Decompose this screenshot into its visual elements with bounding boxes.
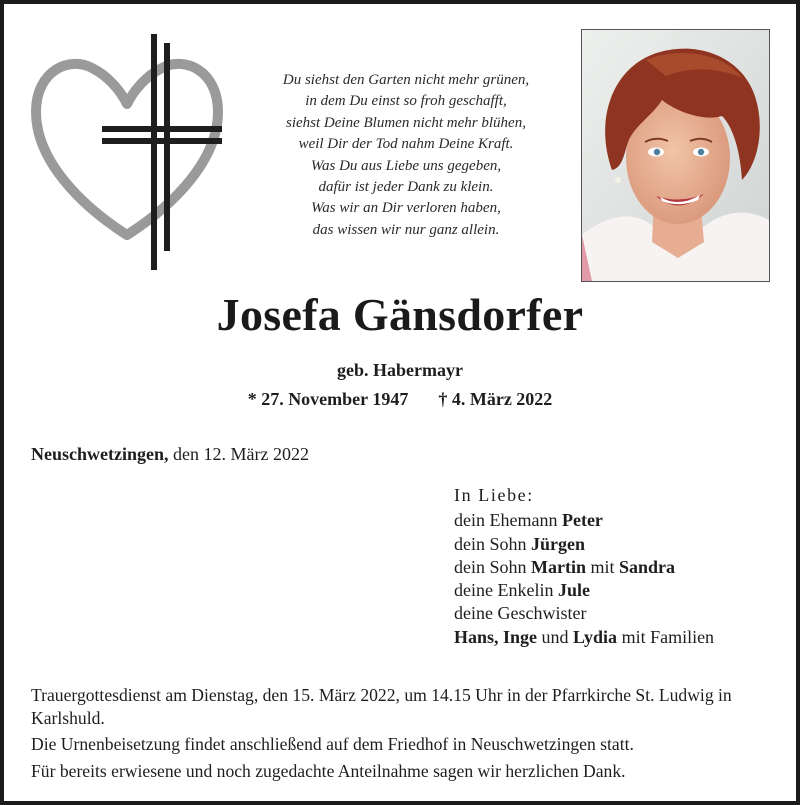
mourners-list xyxy=(454,484,714,649)
poem-line: in dem Du einst so froh geschafft, xyxy=(305,93,507,110)
mourner-line xyxy=(454,533,714,556)
mourner-suffix: mit Familien xyxy=(621,626,715,647)
mourner-relation: deine Enkelin xyxy=(454,580,554,601)
birth-date: * 27. November 1947 xyxy=(247,389,409,409)
poem-line: Was wir an Dir verloren haben, xyxy=(311,200,501,217)
mourner-conjunction: mit xyxy=(590,556,615,577)
mourner-relation: dein Ehemann xyxy=(454,510,558,531)
deceased-name: Josefa Gänsdorfer xyxy=(216,289,584,340)
mourner-name: Peter xyxy=(561,510,603,531)
poem-line: das wissen wir nur ganz allein. xyxy=(312,221,500,238)
notice-date: den 12. März 2022 xyxy=(173,444,309,464)
life-dates xyxy=(4,389,796,410)
mourner-line: deine Geschwister xyxy=(454,603,587,624)
funeral-service-text: Trauergottesdienst am Dienstag, den 15. März 2022, um 14.15 Uhr in der Pfarrkirche St. Ludwig in Karlshuld. xyxy=(31,685,732,729)
mourner-name: Hans, Inge xyxy=(454,626,538,647)
mourner-name: Sandra xyxy=(619,556,676,577)
mourner-line xyxy=(454,579,714,602)
poem-line: Du siehst den Garten nicht mehr grünen, xyxy=(282,72,530,88)
mourner-name: Martin xyxy=(531,556,586,577)
death-date: † 4. März 2022 xyxy=(438,389,553,409)
heart-outline-icon xyxy=(36,64,218,235)
poem-line: Was Du aus Liebe uns gegeben, xyxy=(310,157,502,174)
poem-line: siehst Deine Blumen nicht mehr blühen, xyxy=(286,114,526,131)
place-and-date xyxy=(31,444,309,465)
mourner-name: Jule xyxy=(557,580,590,601)
mourner-conjunction: und xyxy=(541,626,569,647)
memorial-poem xyxy=(226,70,586,241)
service-information xyxy=(31,684,781,783)
thanks-text: Für bereits erwiesene und noch zugedachte Anteilnahme sagen wir herzlichen Dank. xyxy=(31,760,626,781)
urn-burial-text: Die Urnenbeisetzung findet anschließend auf dem Friedhof in Neuschwetzingen statt. xyxy=(31,734,634,755)
poem-line: dafür ist jeder Dank zu klein. xyxy=(318,179,494,196)
portrait-image xyxy=(582,30,769,281)
mourners-intro: In Liebe: xyxy=(454,485,534,505)
mourner-relation: dein Sohn xyxy=(454,556,527,577)
portrait-photo xyxy=(581,29,770,282)
mourner-line xyxy=(454,556,714,579)
poem-line: weil Dir der Tod nahm Deine Kraft. xyxy=(298,136,514,153)
mourner-line xyxy=(454,509,714,532)
birth-name: geb. Habermayr xyxy=(337,360,463,380)
mourner-name: Jürgen xyxy=(531,533,586,554)
heart-cross-emblem xyxy=(30,30,225,275)
mourner-line xyxy=(454,626,714,649)
mourner-relation: dein Sohn xyxy=(454,533,527,554)
mourner-name: Lydia xyxy=(573,626,618,647)
place: Neuschwetzingen, xyxy=(31,444,169,464)
